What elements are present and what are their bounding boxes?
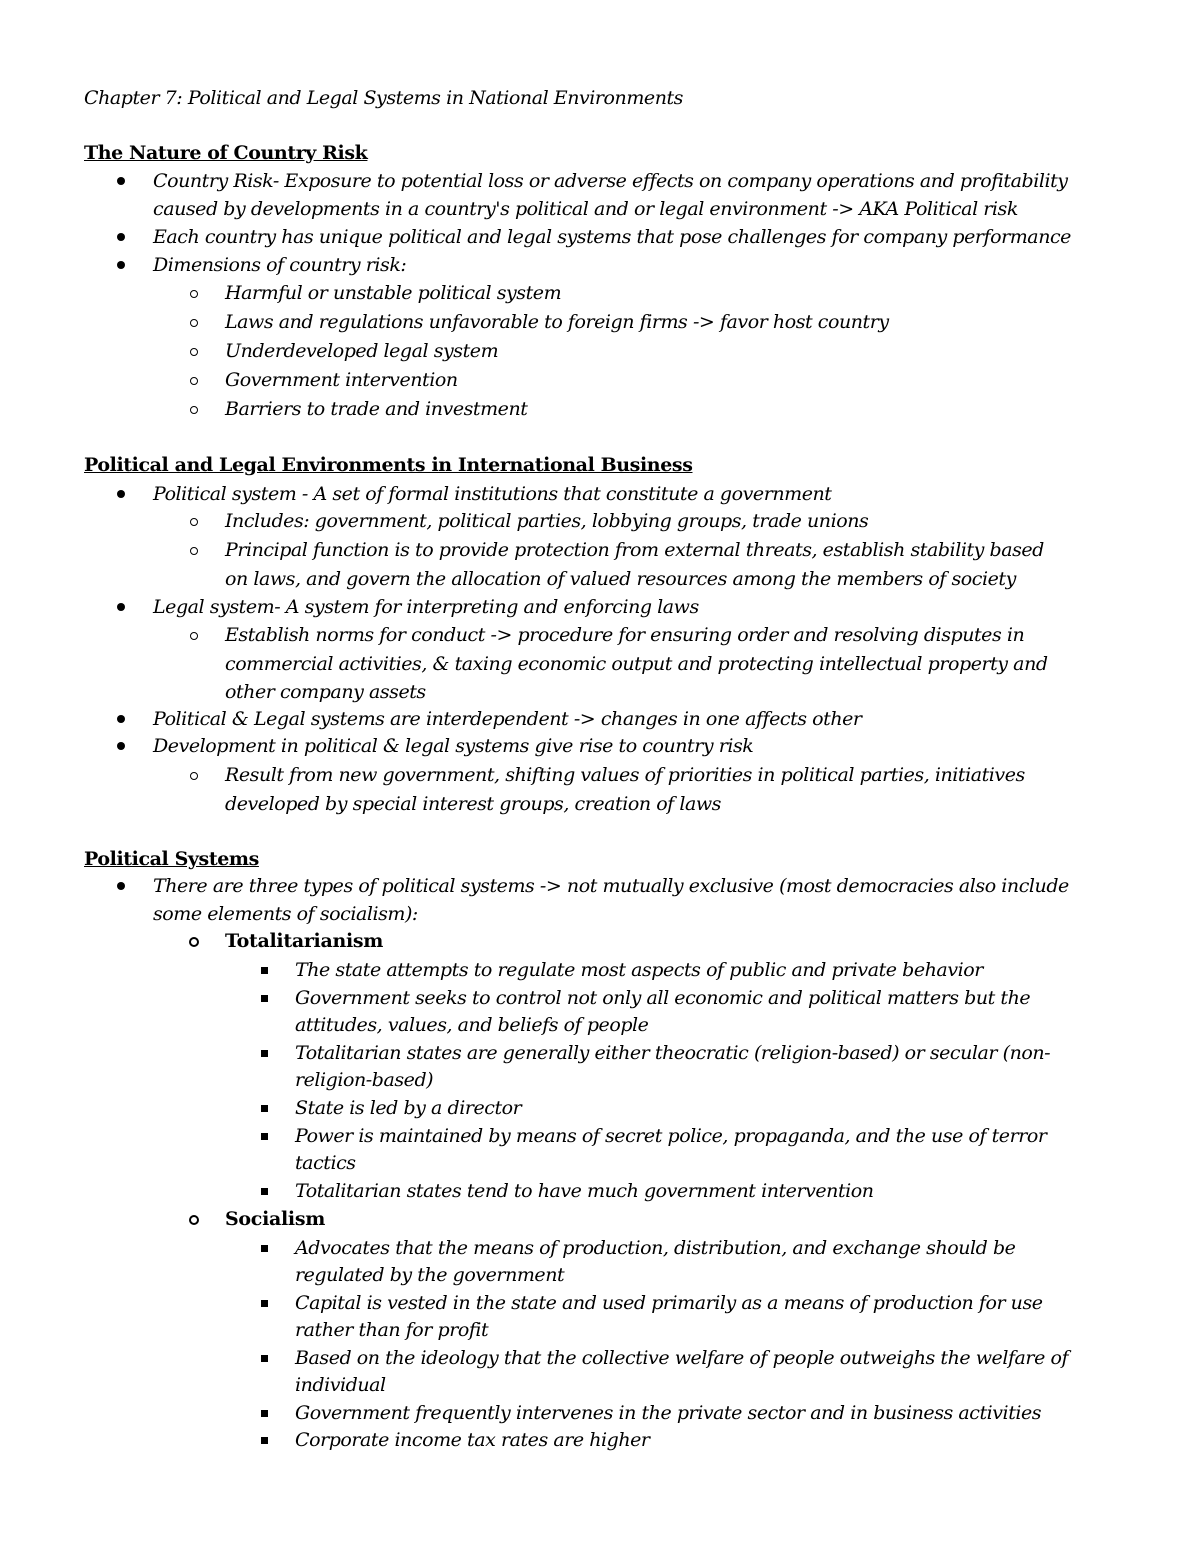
text-line: The state attempts to regulate most aspects of public and private behavior [295,959,983,981]
text-line: some elements of socialism): [153,903,418,925]
square-bullet-icon [261,1410,268,1417]
hollow-bullet-icon [190,348,198,356]
text-line: Totalitarian states tend to have much government intervention [295,1180,874,1202]
text-line: attitudes, values, and beliefs of people [295,1014,649,1036]
hollow-bullet-icon [190,319,198,327]
section-heading-political-systems: Political Systems [84,848,259,870]
section-heading-political-legal-environments: Political and Legal Environments in International Business [84,454,693,476]
text-line: Government intervention [225,369,458,391]
text-line: Country Risk- Exposure to potential loss or adverse effects on company operations and profitability [153,170,1068,192]
text-line: Corporate income tax rates are higher [295,1429,650,1451]
text-line: tactics [295,1152,356,1174]
hollow-bullet-icon [190,406,198,414]
subheading-totalitarianism: Totalitarianism [225,930,384,952]
text-line: Each country has unique political and legal systems that pose challenges for company performance [153,226,1071,248]
square-bullet-icon [261,1133,268,1140]
text-line: Political system - A set of formal institutions that constitute a government [153,483,832,505]
text-line: on laws, and govern the allocation of valued resources among the members of society [225,568,1016,590]
hollow-bullet-icon [190,632,198,640]
bullet-icon [117,261,125,269]
text-line: Underdeveloped legal system [225,340,499,362]
hollow-bullet-icon [190,290,198,298]
text-line: individual [295,1374,386,1396]
text-line: Political & Legal systems are interdependent -> changes in one affects other [153,708,862,730]
bullet-icon [117,233,125,241]
text-line: Advocates that the means of production, distribution, and exchange should be [295,1237,1016,1259]
text-line: Barriers to trade and investment [225,398,528,420]
text-line: Development in political & legal systems give rise to country risk [153,735,754,757]
text-line: developed by special interest groups, creation of laws [225,793,721,815]
bullet-icon [117,715,125,723]
text-line: Government frequently intervenes in the private sector and in business activities [295,1402,1042,1424]
square-bullet-icon [261,1437,268,1444]
section-heading-country-risk: The Nature of Country Risk [84,142,368,164]
square-bullet-icon [261,995,268,1002]
text-line: Principal function is to provide protection from external threats, establish stability based [225,539,1044,561]
text-line: Harmful or unstable political system [225,282,562,304]
square-bullet-icon [261,1355,268,1362]
text-line: Dimensions of country risk: [153,254,407,276]
text-line: Result from new government, shifting values of priorities in political parties, initiatives [225,764,1025,786]
square-bullet-icon [261,1188,268,1195]
hollow-bullet-icon [190,518,198,526]
bullet-icon [117,490,125,498]
text-line: regulated by the government [295,1264,565,1286]
text-line: Based on the ideology that the collective welfare of people outweighs the welfare of [295,1347,1069,1369]
bullet-icon [117,177,125,185]
bullet-icon [117,603,125,611]
subheading-socialism: Socialism [225,1208,326,1230]
hollow-bullet-icon [189,937,199,947]
square-bullet-icon [261,1105,268,1112]
square-bullet-icon [261,967,268,974]
square-bullet-icon [261,1050,268,1057]
text-line: Totalitarian states are generally either theocratic (religion-based) or secular (non- [295,1042,1051,1064]
text-line: commercial activities, & taxing economic output and protecting intellectual property and [225,653,1048,675]
text-line: religion-based) [295,1069,434,1091]
text-line: Legal system- A system for interpreting and enforcing laws [153,596,699,618]
hollow-bullet-icon [190,547,198,555]
text-line: Capital is vested in the state and used primarily as a means of production for use [295,1292,1043,1314]
text-line: Laws and regulations unfavorable to foreign firms -> favor host country [225,311,889,333]
document-title: Chapter 7: Political and Legal Systems in National Environments [84,87,683,109]
square-bullet-icon [261,1300,268,1307]
bullet-icon [117,742,125,750]
text-line: Power is maintained by means of secret police, propaganda, and the use of terror [295,1125,1047,1147]
text-line: State is led by a director [295,1097,522,1119]
text-line: Government seeks to control not only all economic and political matters but the [295,987,1031,1009]
hollow-bullet-icon [189,1215,199,1225]
text-line: Includes: government, political parties, lobbying groups, trade unions [225,510,869,532]
text-line: Establish norms for conduct -> procedure for ensuring order and resolving disputes in [225,624,1025,646]
text-line: caused by developments in a country's political and or legal environment -> AKA Political risk [153,198,1018,220]
hollow-bullet-icon [190,377,198,385]
text-line: rather than for profit [295,1319,489,1341]
square-bullet-icon [261,1245,268,1252]
text-line: There are three types of political systems -> not mutually exclusive (most democracies also include [153,875,1069,897]
hollow-bullet-icon [190,772,198,780]
bullet-icon [117,882,125,890]
text-line: other company assets [225,681,426,703]
